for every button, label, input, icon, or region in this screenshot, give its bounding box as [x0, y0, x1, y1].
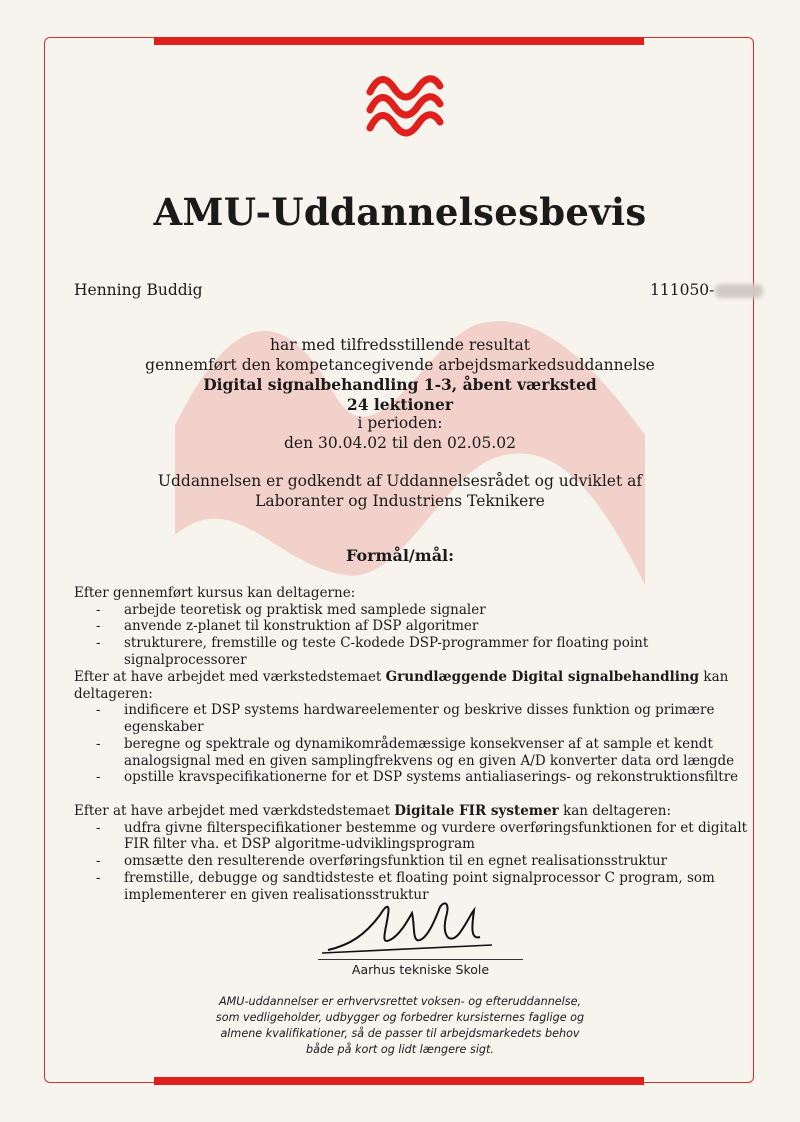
redacted-id-digits: [715, 284, 763, 298]
list-item: - omsætte den resulterende overføringsfunktion til en egnet realisationsstruktur: [96, 853, 668, 870]
goals-block-1: [74, 585, 754, 669]
bullet-dash: -: [96, 618, 101, 635]
goals-block-2: [74, 669, 754, 786]
footer-text: [0, 994, 800, 1058]
footer-line-4: både på kort og lidt længere sigt.: [306, 1043, 494, 1056]
list-item: - fremstille, debugge og sandtidsteste et floating point signalprocessor C program, som implementerer en given realisationsstruktur: [96, 869, 715, 903]
certificate-title: AMU-Uddannelsesbevis: [153, 190, 647, 234]
recipient-id: [650, 281, 763, 299]
list-item: - udfra givne filterspecifikationer bestemme og vurdere overføringsfunktionen for et digitalt FIR filter vha. et DSP algoritme-udviklingsprogram: [96, 819, 748, 853]
approval-line-1: Uddannelsen er godkendt af Uddannelsesrådet og udviklet af: [157, 472, 643, 490]
bullet-dash: -: [96, 702, 101, 719]
bottom-red-bar: [154, 1077, 644, 1085]
list-item: - opstille kravspecifikationerne for et DSP systems antialiaserings- og rekonstruktionsfiltre: [96, 769, 739, 786]
block3-lead: Efter at have arbejdet med værkdstedstemaet Digitale FIR systemer kan deltageren:: [74, 803, 672, 819]
footer-line-3: almene kvalifikationer, så de passer til arbejdsmarkedets behov: [220, 1027, 580, 1040]
school-name: Aarhus tekniske Skole: [351, 962, 490, 977]
block1-lead: Efter gennemført kursus kan deltagerne:: [74, 585, 356, 601]
period-label: i perioden:: [357, 414, 443, 432]
recipient-id-prefix: 111050-: [650, 281, 715, 299]
recipient-name: Henning Buddig: [74, 281, 203, 299]
intro-line-1: har med tilfredsstillende resultat: [269, 336, 531, 354]
block2-lead: Efter at have arbejdet med værkstedstemaet Grundlæggende Digital signalbehandling kan deltageren:: [74, 669, 729, 702]
intro-line-2: gennemført den kompetancegivende arbejdsmarkedsuddannelse: [145, 355, 655, 374]
list-item: - strukturere, fremstille og teste C-kodede DSP-programmer for floating point signalprocessorer: [96, 635, 649, 668]
list-item: - indificere et DSP systems hardwareelementer og beskrive disses funktion og primære egenskaber: [96, 702, 715, 736]
approval-line-2: Laboranter og Industriens Teknikere: [255, 491, 545, 510]
period-dates: den 30.04.02 til den 02.05.02: [283, 433, 517, 452]
list-item: - arbejde teoretisk og praktisk med samplede signaler: [96, 601, 486, 618]
bullet-dash: -: [96, 635, 101, 652]
list-item: - beregne og spektrale og dynamikområdemæssige konsekvenser af at sample et kendt analogsignal med en given samplingfrekvens og en given A/D konverter data ord længde: [96, 735, 735, 769]
intro-text: [80, 336, 720, 453]
course-name: Digital signalbehandling 1-3, åbent værksted: [203, 375, 597, 394]
lesson-count: 24 lektioner: [346, 394, 454, 414]
bullet-dash: -: [96, 735, 101, 752]
bullet-dash: -: [96, 869, 101, 886]
signature-line: [318, 959, 523, 960]
bullet-dash: -: [96, 853, 101, 870]
bullet-dash: -: [96, 769, 101, 786]
list-item: - anvende z-planet til konstruktion af DSP algoritmer: [96, 618, 479, 635]
signature-image: [320, 895, 495, 957]
theme-name: Grundlæggende Digital signalbehandling: [385, 669, 700, 685]
approval-text: [80, 472, 720, 511]
section-title: Formål/mål:: [345, 546, 455, 565]
top-red-bar: [154, 37, 644, 45]
amu-logo-icon: [364, 70, 446, 140]
goals-block-3: [74, 803, 754, 903]
bullet-dash: -: [96, 819, 101, 836]
bullet-dash: -: [96, 601, 101, 618]
theme-name: Digitale FIR systemer: [394, 803, 559, 819]
footer-line-1: AMU-uddannelser er erhvervsrettet voksen- og efteruddannelse,: [218, 995, 582, 1008]
footer-line-2: som vedligeholder, udbygger og forbedrer kursisternes faglige og: [215, 1011, 585, 1024]
